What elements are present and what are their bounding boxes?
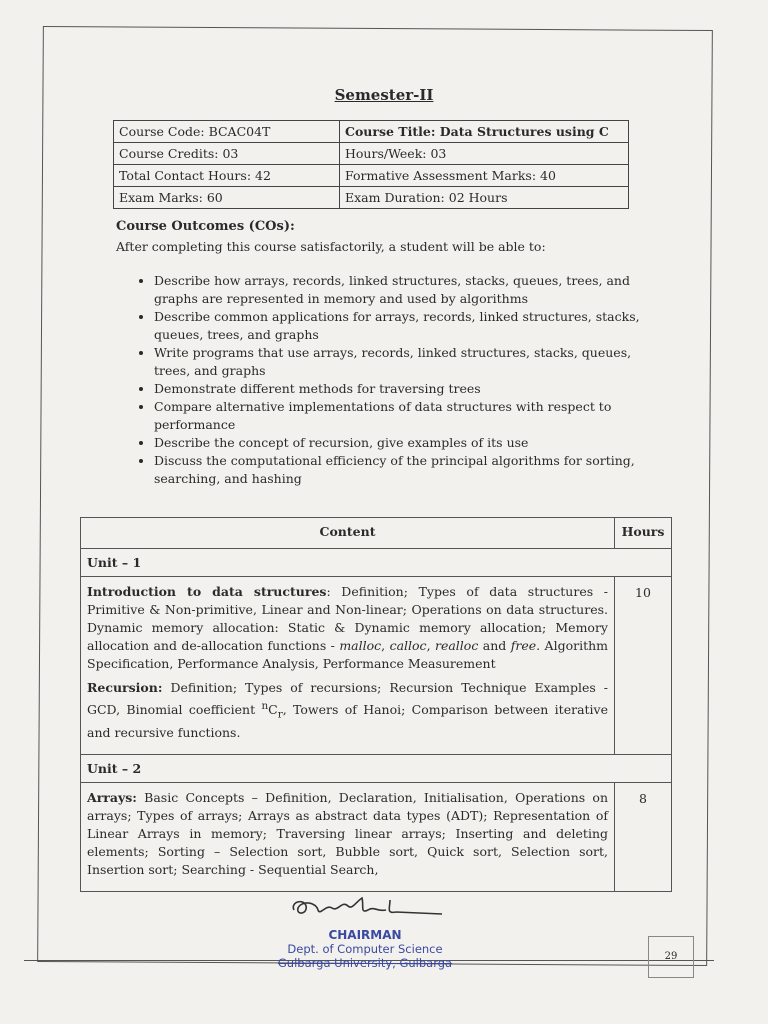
course-outcomes-list bbox=[130, 272, 654, 488]
table-row bbox=[81, 754, 672, 782]
table-row bbox=[81, 549, 672, 577]
topic-heading: Recursion: bbox=[87, 680, 163, 695]
paragraph-text: Algorithm Specification, Performance Analysis, Performance Measurement bbox=[87, 638, 608, 671]
course-code: Course Code: BCAC04T bbox=[114, 121, 340, 143]
table-row bbox=[114, 143, 629, 165]
unit-1-content bbox=[81, 577, 615, 755]
course-title: Course Title: Data Structures using C bbox=[340, 121, 629, 143]
function-name: malloc bbox=[339, 638, 382, 653]
page-title: Semester-II bbox=[334, 86, 434, 104]
unit-2-content bbox=[81, 782, 615, 891]
paragraph-text: Basic Concepts – Definition, Declaration, Initialisation, Operations on arrays; Types of arrays; Arrays as abstract data types (ADT); Representation of Linear Arrays in memory; Traversing linear arrays; Inserting and deleting elements; Sorting – Selection sort, Bubble sort, Quick sort, Selection sort, Insertion sort; Searching - Sequential Search, bbox=[87, 789, 608, 877]
function-name: realloc bbox=[434, 638, 479, 653]
list-item: • Describe common applications for arrays, records, linked structures, stacks, queues, trees, and graphs bbox=[154, 308, 654, 344]
stamp-department: Dept. of Computer Science bbox=[287, 942, 443, 956]
list-item: • Compare alternative implementations of data structures with respect to performance bbox=[154, 398, 654, 434]
unit-2-hours: 8 bbox=[615, 782, 672, 891]
topic-heading: Introduction to data structures bbox=[87, 584, 327, 599]
unit-2-arrays-paragraph bbox=[87, 789, 608, 879]
separator: , bbox=[426, 638, 435, 653]
hours-per-week: Hours/Week: 03 bbox=[340, 143, 629, 165]
stamp-university: Gulbarga University, Gulbarga bbox=[277, 956, 453, 970]
exam-duration: Exam Duration: 02 Hours bbox=[340, 187, 629, 209]
function-name: calloc bbox=[389, 638, 427, 653]
separator: , bbox=[381, 638, 390, 653]
stamp-title: CHAIRMAN bbox=[328, 928, 402, 942]
table-row bbox=[114, 165, 629, 187]
content-column-header: Content bbox=[81, 518, 615, 549]
separator: and bbox=[478, 638, 511, 653]
function-name: free. bbox=[510, 638, 541, 653]
hours-column-header: Hours bbox=[615, 518, 672, 549]
list-item: • Demonstrate different methods for traversing trees bbox=[154, 380, 654, 398]
list-item: • Discuss the computational efficiency of the principal algorithms for sorting, searching, and hashing bbox=[154, 452, 654, 488]
chairman-stamp bbox=[240, 928, 490, 970]
table-row bbox=[81, 577, 672, 755]
topic-heading: Arrays: bbox=[87, 789, 137, 805]
table-row bbox=[114, 121, 629, 143]
unit-2-label: Unit – 2 bbox=[81, 754, 672, 782]
course-credits: Course Credits: 03 bbox=[114, 143, 340, 165]
table-row bbox=[114, 187, 629, 209]
course-info-table bbox=[113, 120, 629, 209]
list-item: • Write programs that use arrays, records, linked structures, stacks, queues, trees, and graphs bbox=[154, 344, 654, 380]
paragraph-text: Definition; Types of recursions; Recursion Technique Examples - GCD, Binomial coefficient bbox=[87, 680, 608, 718]
paragraph-text: , Towers of Hanoi; Comparison between iterative and recursive functions. bbox=[87, 702, 608, 740]
exam-marks: Exam Marks: 60 bbox=[114, 187, 340, 209]
page-number: 29 bbox=[648, 936, 694, 978]
subscript: r bbox=[277, 708, 283, 721]
unit-1-label: Unit – 1 bbox=[81, 549, 672, 577]
list-item: • Describe how arrays, records, linked structures, stacks, queues, trees, and graphs are represented in memory and used by algorithms bbox=[154, 272, 654, 308]
paragraph-text: : Definition; Types of data structures - Primitive & Non-primitive, Linear and Non-linear; Operations on data structures. Dynamic memory allocation: Static & Dynamic memory allocation; Memory allocation and de-allocation functions - bbox=[87, 584, 608, 653]
formative-assessment-marks: Formative Assessment Marks: 40 bbox=[340, 165, 629, 187]
content-table bbox=[80, 517, 672, 892]
course-outcomes-intro: After completing this course satisfactorily, a student will be able to: bbox=[116, 239, 546, 254]
unit-1-intro-paragraph bbox=[87, 583, 608, 673]
paragraph-text: C bbox=[268, 702, 278, 718]
table-header-row bbox=[81, 518, 672, 549]
unit-1-recursion-paragraph bbox=[87, 679, 608, 742]
table-row bbox=[81, 782, 672, 891]
course-outcomes-heading: Course Outcomes (COs): bbox=[116, 219, 295, 234]
superscript: n bbox=[261, 700, 269, 712]
unit-1-hours: 10 bbox=[615, 577, 672, 755]
list-item: • Describe the concept of recursion, give examples of its use bbox=[154, 434, 654, 452]
chairman-signature bbox=[286, 892, 446, 922]
total-contact-hours: Total Contact Hours: 42 bbox=[114, 165, 340, 187]
